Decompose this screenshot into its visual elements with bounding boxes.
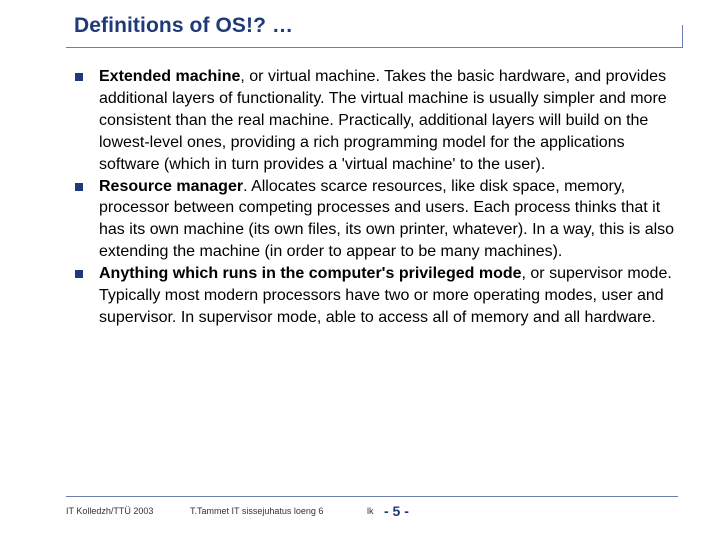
bullet-text: . Allocates scarce resources, like disk space, memory, processor between competing processes and users. Each process thinks that it has its own machine (its own files, its own printer, whatever). In a way, this is also extending the machine (in order to appear to be many machines).: [99, 177, 675, 261]
slide-title: Definitions of OS!? …: [74, 14, 294, 37]
title-divider-end: [682, 25, 683, 47]
bullet-item-privileged-mode: [74, 263, 689, 329]
bullet-item-extended-machine: [74, 66, 689, 176]
bullet-term: Anything which runs in the computer's privileged mode: [99, 265, 522, 283]
bullet-text: , or supervisor mode. Typically most modern processors have two or more operating modes, user and supervisor. In supervisor mode, able to access all of memory and all hardware.: [99, 265, 672, 326]
bullet-term: Extended machine: [99, 68, 241, 85]
bullet-term: Resource manager: [99, 177, 244, 195]
footer-org: IT Kolledzh/TTÜ 2003: [66, 506, 154, 516]
title-divider: [66, 47, 683, 48]
square-bullet-icon: [75, 270, 83, 278]
footer-lk: lk: [367, 506, 374, 516]
footer-course: T.Tammet IT sissejuhatus loeng 6: [190, 506, 324, 516]
bullet-item-resource-manager: [74, 176, 689, 264]
bullet-text: , or virtual machine. Takes the basic hardware, and provides additional layers of functionality. The virtual machine is usually simpler and more consistent than the real machine. Practically, additional layers will build on the lowest-level ones, providing a rich programming model for the applications software (which in turn provides a 'virtual machine' to the user).: [99, 68, 667, 173]
footer-divider: [66, 496, 678, 497]
square-bullet-icon: [75, 73, 83, 81]
page-number: - 5 -: [384, 503, 409, 519]
square-bullet-icon: [75, 183, 83, 191]
bullet-list: [74, 66, 689, 329]
